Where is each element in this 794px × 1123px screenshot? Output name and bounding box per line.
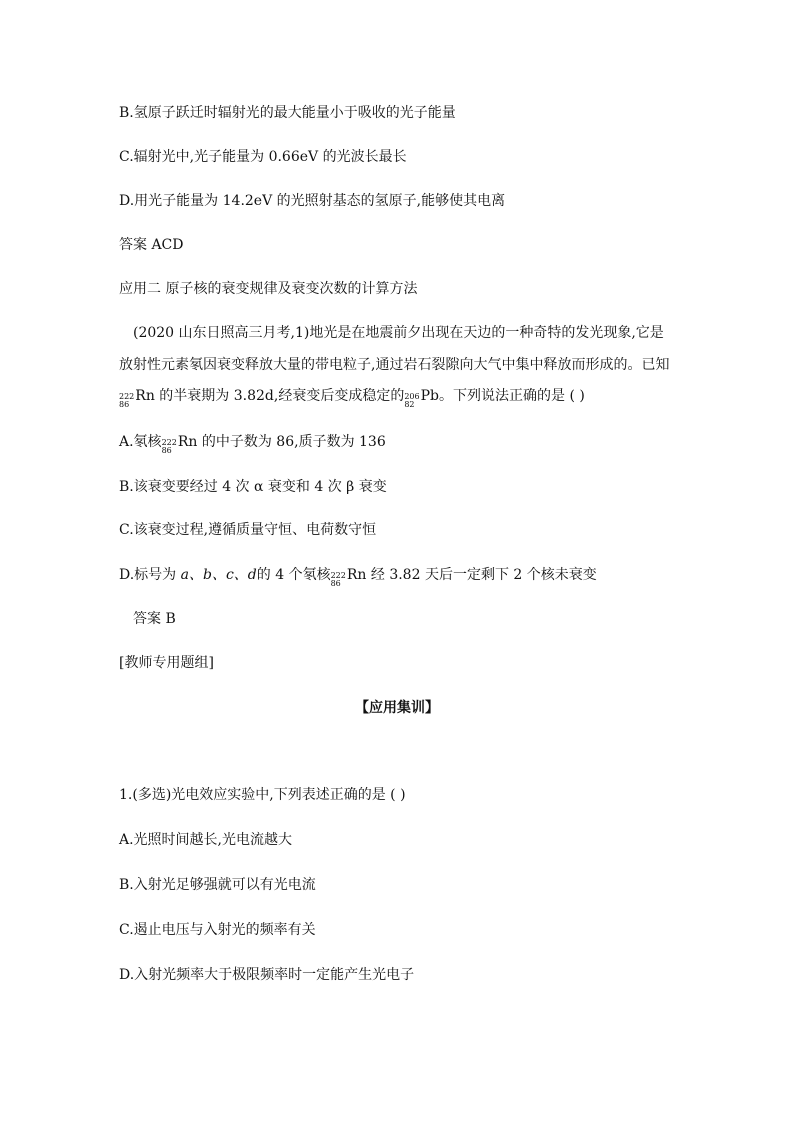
answer-previous: 答案 ACD bbox=[119, 237, 184, 253]
training-title: 【应用集训】 bbox=[355, 700, 439, 716]
question-1-option-c: C.遏止电压与入射光的频率有关 bbox=[119, 922, 316, 938]
question-1-option-a: A.光照时间越长,光电流越大 bbox=[119, 832, 293, 848]
question-line-2: 放射性元素氡因衰变释放大量的带电粒子,通过岩石裂隙向大气中集中释放而形成的。已知 bbox=[119, 357, 670, 373]
teacher-group-label: [教师专用题组] bbox=[119, 655, 214, 671]
radon-nuclide-symbol: 222 86 bbox=[330, 571, 346, 588]
option-d-previous: D.用光子能量为 14.2eV 的光照射基态的氢原子,能够使其电离 bbox=[119, 193, 506, 209]
question-1: 1.(多选)光电效应实验中,下列表述正确的是 ( ) bbox=[119, 787, 406, 803]
section-title: 应用二 原子核的衰变规律及衰变次数的计算方法 bbox=[119, 281, 418, 297]
question-1-option-d: D.入射光频率大于极限频率时一定能产生光电子 bbox=[119, 967, 415, 983]
option-d: D.标号为 a、b、c、d的 4 个氡核 222 86 Rn 经 3.82 天后一定剩下 2 个核未衰变 bbox=[119, 567, 597, 588]
option-b: B.该衰变要经过 4 次 α 衰变和 4 次 β 衰变 bbox=[119, 479, 387, 495]
radon-nuclide-symbol: 222 86 bbox=[161, 438, 177, 455]
answer: 答案 B bbox=[133, 611, 176, 627]
lead-nuclide-symbol: 206 82 bbox=[404, 392, 420, 409]
question-1-option-b: B.入射光足够强就可以有光电流 bbox=[119, 877, 316, 893]
question-line-3: 222 86 Rn 的半衰期为 3.82d,经衰变后变成稳定的 206 82 Pb。下列说法正确的是 ( ) bbox=[119, 388, 585, 409]
option-c-previous: C.辐射光中,光子能量为 0.66eV 的光波长最长 bbox=[119, 149, 407, 165]
option-a: A.氡核 222 86 Rn 的中子数为 86,质子数为 136 bbox=[119, 434, 386, 455]
option-c: C.该衰变过程,遵循质量守恒、电荷数守恒 bbox=[119, 522, 377, 538]
option-b-previous: B.氢原子跃迁时辐射光的最大能量小于吸收的光子能量 bbox=[119, 105, 456, 121]
question-line-1: (2020 山东日照高三月考,1)地光是在地震前夕出现在天边的一种奇特的发光现象,它是 bbox=[133, 325, 664, 341]
radon-nuclide-symbol: 222 86 bbox=[119, 392, 135, 409]
